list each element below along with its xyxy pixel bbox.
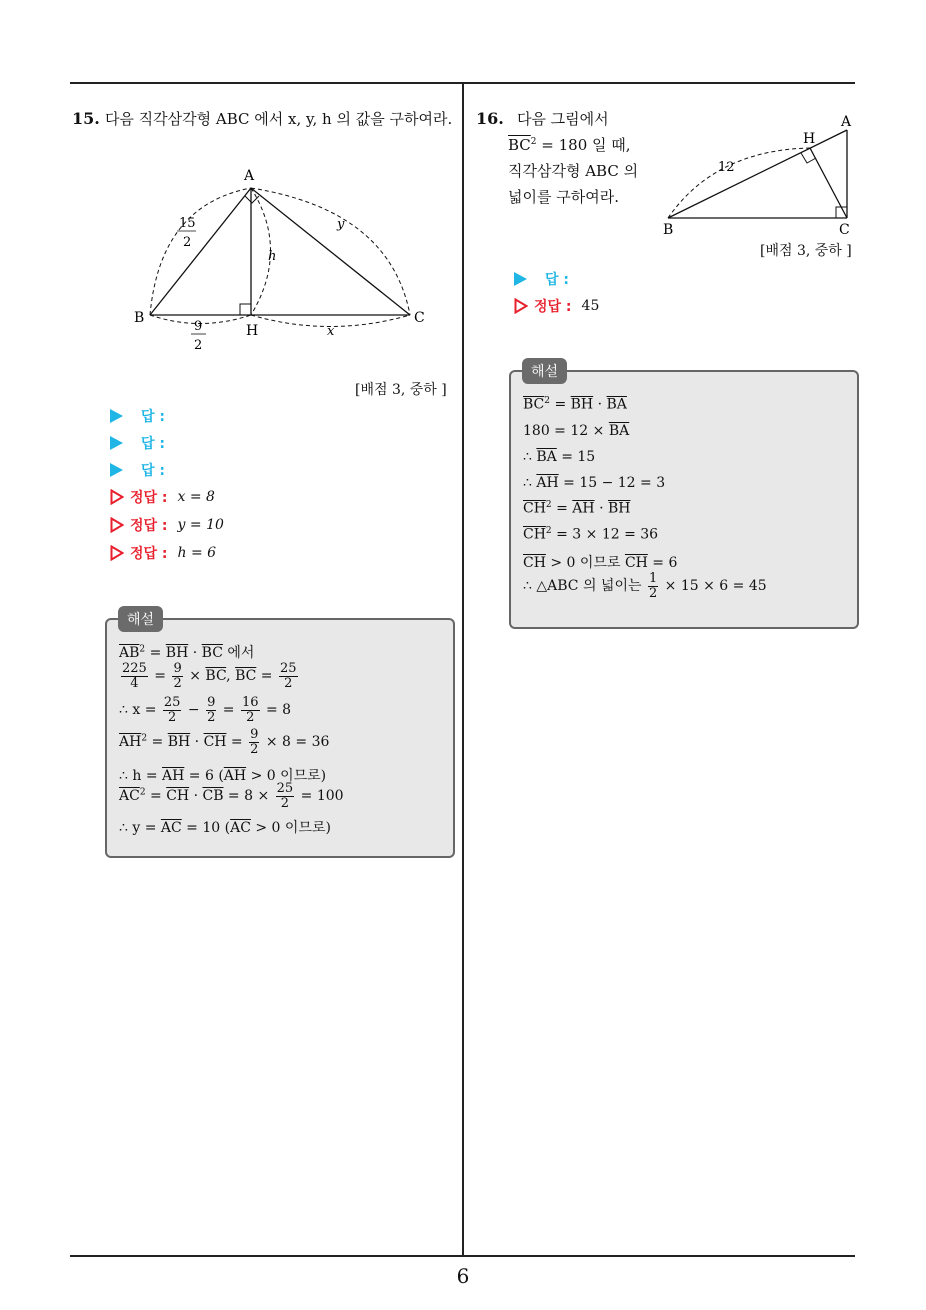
play-outline-icon [110, 517, 124, 533]
q15-sol-line-2: $\frac{225}{4}$ = $\frac{9}{2}$ × $\overline{BC}$, $\overline{BC}$ = $\frac{25}{2}$ [122, 661, 297, 691]
q16-solution-tag: 해설 [522, 358, 567, 384]
q16-text-line-1: 다음 그림에서 [516, 110, 609, 128]
q15-points: [배점 3, 중하 ] [355, 382, 447, 398]
q15-sol-line-1: $\overline{AB}^2 = \overline{BH} \cdot \overline{BC}$ 에서 [119, 644, 255, 661]
play-outline-icon [110, 545, 124, 561]
q15-sol-line-5: ∴ $h = \overline{AH} = 6$ ($\overline{AH} > 0$ 이므로) [119, 768, 327, 784]
q16-points: [배점 3, 중하 ] [760, 243, 852, 259]
q15-label-x: x [327, 324, 335, 339]
q15-correct-3: 정답 : h = 6 [110, 543, 216, 563]
q15-answer-1[interactable]: 답 : [110, 406, 165, 426]
q16-label-c: C [839, 222, 850, 238]
q16-sol-line-3: ∴ $\overline{BA} = 15$ [523, 449, 596, 465]
q16-text-line-3: 직각삼각형 ABC 의 [508, 162, 639, 180]
q15-figure [120, 160, 440, 360]
q16-solution-box [509, 370, 859, 629]
q15-ab-den: 2 [183, 235, 192, 250]
play-outline-icon [514, 298, 528, 314]
q15-label-h-length: h [268, 249, 277, 264]
play-icon [110, 409, 123, 423]
q15-label-c: C [414, 310, 425, 326]
q16-figure [655, 110, 860, 238]
q15-sol-line-4: $\overline{AH}^2 = \overline{BH} \cdot \overline{CH}$ = $\frac{9}{2}$ × 8 = 36 [119, 727, 330, 757]
bottom-rule [70, 1255, 855, 1257]
q16-sol-line-6: $\overline{CH}^2 = 3 \times 12 = 36$ [523, 526, 659, 543]
q15-solution-box [105, 618, 455, 858]
q16-header [476, 108, 609, 129]
q15-bh-den: 2 [194, 338, 203, 353]
q16-answer-1[interactable]: 답 : [514, 269, 569, 289]
q15-label-h: H [246, 323, 259, 339]
q15-solution-tag: 해설 [118, 606, 163, 632]
q15-label-y: y [337, 217, 345, 232]
q15-text: 다음 직각삼각형 ABC 에서 x, y, h 의 값을 구하여라. [104, 110, 453, 128]
q15-correct-1: 정답 : x = 8 [110, 487, 215, 507]
q15-number: 15. [72, 109, 100, 128]
play-outline-icon [110, 489, 124, 505]
q16-correct-1: 정답 : 45 [514, 296, 599, 316]
q16-sol-line-2: $180 = 12 \times \overline{BA}$ [523, 423, 630, 439]
q15-sol-line-3: ∴ x = $\frac{25}{2}$ − $\frac{9}{2}$ = $\frac{16}{2}$ = 8 [119, 695, 292, 725]
q16-label-h: H [803, 131, 816, 147]
q15-answer-3[interactable]: 답 : [110, 460, 165, 480]
q16-text-line-4: 넓이를 구하여라. [508, 188, 619, 206]
q16-label-length: 12 [718, 160, 735, 175]
column-divider [462, 83, 464, 1256]
q15-sol-line-7: ∴ $y = \overline{AC} = 10$ ($\overline{AC} > 0$ 이므로) [119, 820, 331, 836]
q15-label-b: B [134, 310, 145, 326]
q16-label-b: B [663, 222, 674, 238]
play-icon [110, 463, 123, 477]
q16-sol-line-1: $\overline{BC}^2 = \overline{BH} \cdot \overline{BA}$ [523, 396, 627, 413]
q15-header [72, 108, 452, 129]
q16-sol-line-5: $\overline{CH}^2 = \overline{AH} \cdot \overline{BH}$ [523, 500, 631, 517]
q15-label-a: A [244, 168, 255, 184]
play-icon [514, 272, 527, 286]
page-number: 6 [456, 1264, 470, 1288]
q15-bh-num: 9 [194, 319, 203, 334]
q16-number: 16. [476, 109, 504, 128]
q15-answer-2[interactable]: 답 : [110, 433, 165, 453]
q16-sol-line-7: $\overline{CH} > 0$ 이므로 $\overline{CH} = 6$ [523, 555, 678, 571]
q15-ab-num: 15 [179, 216, 196, 231]
play-icon [110, 436, 123, 450]
q16-text-line-2: $\overline{BC}^2 = 180$ 일 때, [508, 136, 631, 154]
q15-correct-2: 정답 : y = 10 [110, 515, 224, 535]
q15-sol-line-6: $\overline{AC}^2 = \overline{CH} \cdot \overline{CB} = 8$ × $\frac{25}{2}$ = 100 [119, 781, 344, 811]
q16-sol-line-4: ∴ $\overline{AH} = 15 - 12 = 3$ [523, 475, 666, 491]
q16-label-a: A [841, 114, 852, 130]
q16-sol-line-8: ∴ △ABC 의 넓이는 $\frac{1}{2}$ × 15 × 6 = 45 [523, 571, 767, 601]
